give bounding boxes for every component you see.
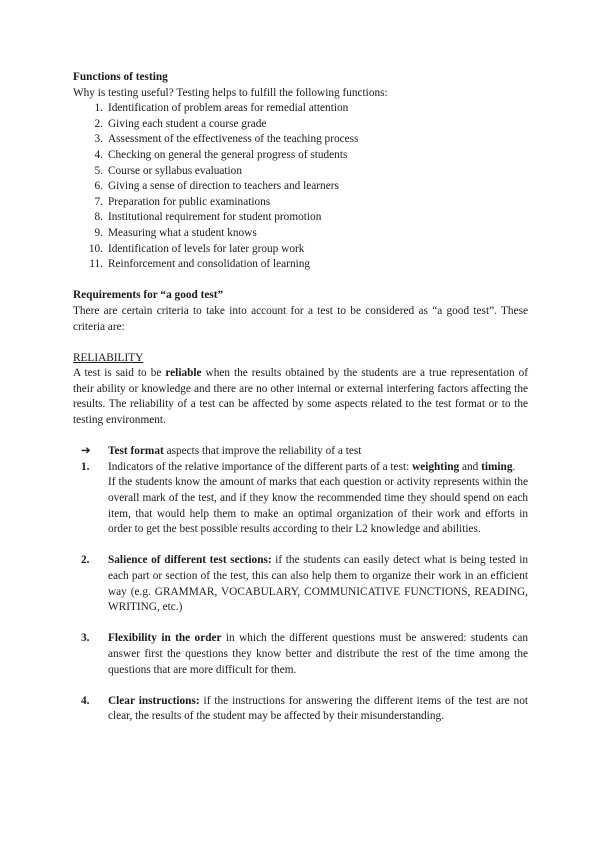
test-format-line: ➔ Test format aspects that improve the reliability of a test — [81, 444, 528, 460]
criterion-item-salience: 2. Salience of different test sections: if the students can easily detect what is being tested in each part or section of the test, this can also help them to organize their work in an efficient way (e.g. GRAMMAR, VOCABULARY, COMMUNICATIVE FUNCTIONS, READING, WRITING, etc.) — [81, 554, 528, 614]
criterion-item-weighting: 1. Indicators of the relative importance of the different parts of a test: weighting and timing. If the students know the amount of marks that each question or activity represents within the overall mark of the test, and if they know the recommended time they should spend on each item, that would help them to make an optimal organization of their work and efforts in order to get the best possible results according to their L2 knowledge and abilities. — [81, 460, 528, 538]
document-page — [73, 70, 528, 725]
list-item: 9. Measuring what a student knows — [94, 226, 257, 239]
functions-heading: Functions of testing — [73, 71, 168, 83]
criterion-item-instructions: 4. Clear instructions: if the instructions for answering the different items of the test are not clear, the results of the student may be affected by their misunderstanding. — [81, 694, 528, 723]
list-item: 11. Reinforcement and consolidation of learning — [89, 258, 311, 271]
requirements-intro: There are certain criteria to take into account for a test to be considered as “a good test”. These criteria are: — [73, 304, 528, 333]
criterion-item-flexibility: 3. Flexibility in the order in which the different questions must be answered: students can answer first the questions they know better and distribute the rest of the time among the questions that are more difficult for them. — [81, 632, 528, 676]
criterion-detail: If the students know the amount of marks that each question or activity represents within the overall mark of the test, and if they know the recommended time they should spend on each item, that would help them to make an optimal organization of their work and efforts in order to get the best possible results according to their L2 knowledge and abilities. — [108, 476, 528, 536]
list-item: 1. Identification of problem areas for remedial attention — [94, 102, 349, 115]
functions-list — [73, 101, 528, 273]
list-item: 10. Identification of levels for later group work — [88, 242, 305, 255]
list-item: 5. Course or syllabus evaluation — [94, 164, 242, 177]
list-item: 6. Giving a sense of direction to teachers and learners — [94, 180, 339, 193]
arrow-icon: ➔ — [81, 445, 91, 458]
reliability-paragraph: A test is said to be reliable when the results obtained by the students are a true representation of their ability or knowledge and there are no other internal or external interfering factors affecting the results. The reliability of a test can be affected by some aspects related to the test format or to the testing environment. — [73, 367, 528, 427]
requirements-heading: Requirements for “a good test” — [73, 289, 224, 302]
list-item: 3. Assessment of the effectiveness of the teaching process — [94, 133, 359, 146]
list-item: 7. Preparation for public examinations — [94, 195, 271, 208]
list-item: 4. Checking on general the general progress of students — [94, 148, 348, 161]
list-item: 8. Institutional requirement for student promotion — [94, 211, 322, 224]
reliability-heading: RELIABILITY — [73, 351, 144, 364]
list-item: 2. Giving each student a course grade — [94, 117, 267, 130]
functions-intro: Why is testing useful? Testing helps to fulfill the following functions: — [73, 86, 388, 99]
